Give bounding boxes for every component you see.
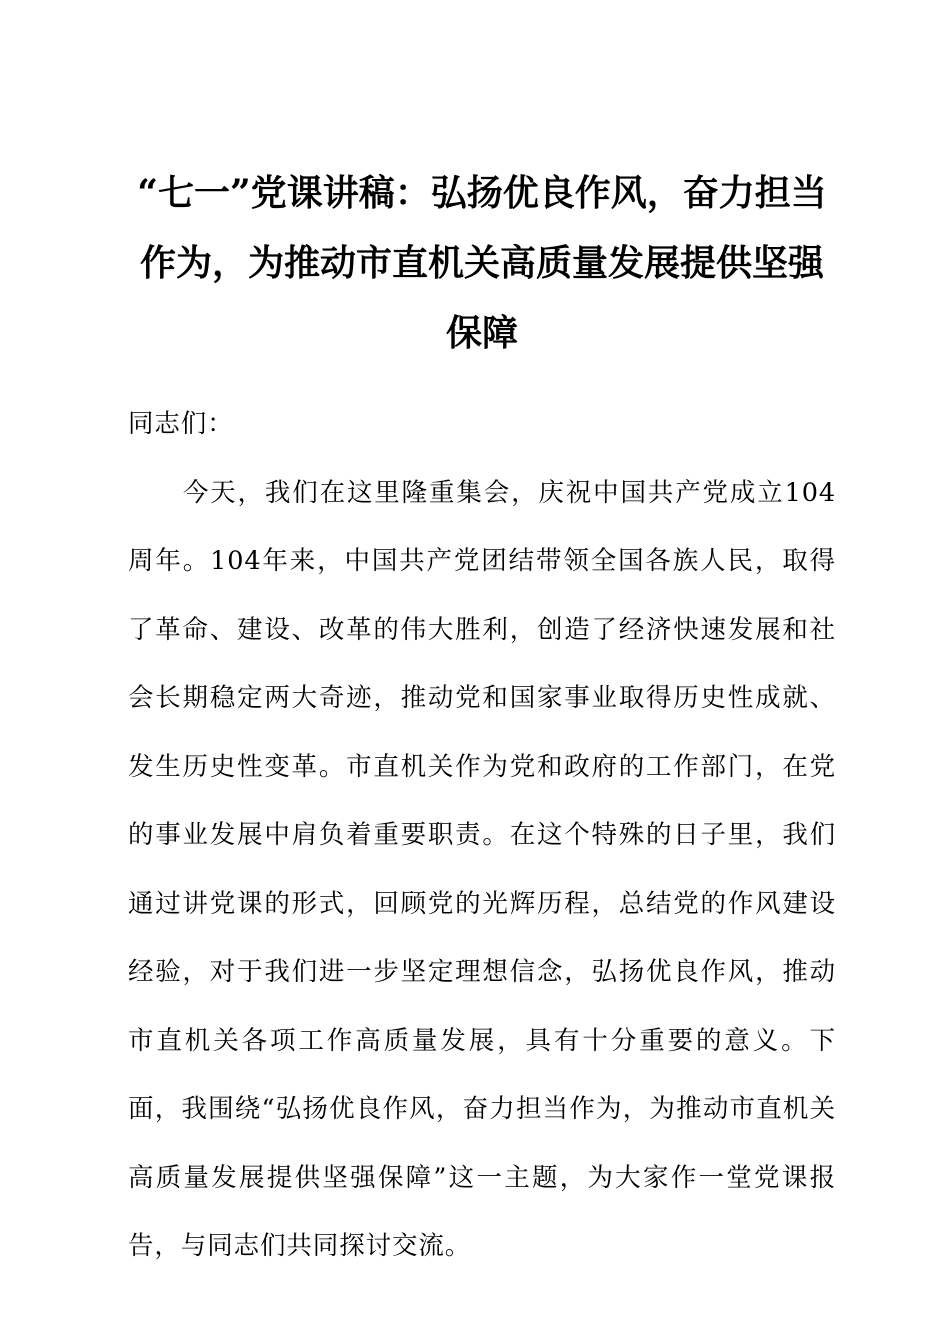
body-paragraph-1: 今天，我们在这里隆重集会，庆祝中国共产党成立104周年。104年来，中国共产党团结带领全国各族人民，取得了革命、建设、改革的伟大胜利，创造了经济快速发展和社会长期稳定两大奇迹，推动党和国家事业取得历史性成就、发生历史性变革。市直机关作为党和政府的工作部门，在党的事业发展中肩负着重要职责。在这个特殊的日子里，我们通过讲党课的形式，回顾党的光辉历程，总结党的作风建设经验，对于我们进一步坚定理想信念，弘扬优良作风，推动市直机关各项工作高质量发展，具有十分重要的意义。下面，我围绕“弘扬优良作风，奋力担当作为，为推动市直机关高质量发展提供坚强保障”这一主题，为大家作一堂党课报告，与同志们共同探讨交流。 [128,477,836,1261]
salutation-line: 同志们： [128,409,234,439]
document-content-area [128,0,836,1281]
page-title: “七一”党课讲稿：弘扬优良作风，奋力担当作为，为推动市直机关高质量发展提供坚强保障 [137,172,827,354]
